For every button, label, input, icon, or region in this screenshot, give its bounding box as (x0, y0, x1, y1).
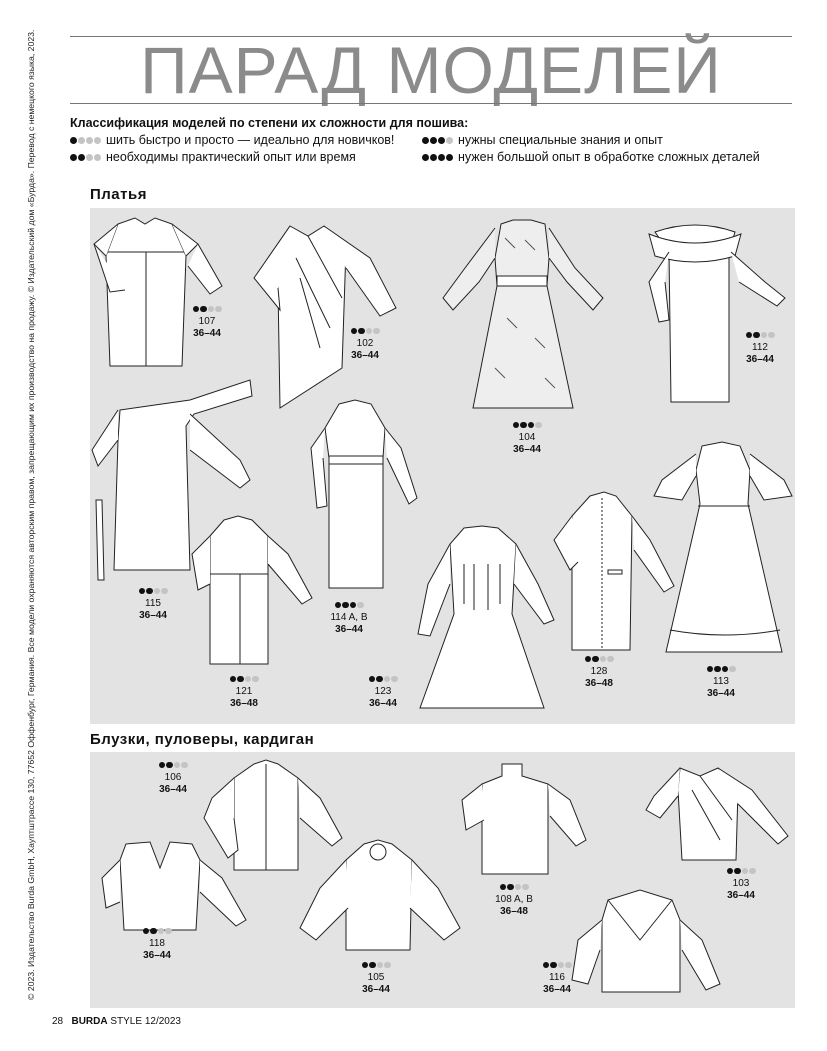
model-number: 115 (145, 598, 161, 609)
dress-107-sketch (90, 216, 230, 376)
model-number: 121 (235, 686, 253, 697)
empty-dot-icon (94, 137, 101, 144)
filled-dot-icon (369, 676, 376, 683)
empty-dot-icon (761, 332, 768, 339)
model-sizes: 36–44 (143, 950, 171, 961)
filled-dot-icon (430, 137, 437, 144)
empty-dot-icon (600, 656, 607, 663)
model-label-102 (330, 326, 400, 362)
page-footer (52, 1016, 181, 1027)
model-label-103 (706, 866, 776, 902)
empty-dot-icon (384, 676, 391, 683)
model-sizes: 36–44 (139, 610, 167, 621)
filled-dot-icon (592, 656, 599, 663)
empty-dot-icon (384, 962, 391, 969)
filled-dot-icon (376, 676, 383, 683)
model-sizes: 36–48 (500, 906, 528, 917)
model-label-114 (314, 600, 384, 636)
dress-114-sketch (305, 398, 425, 598)
difficulty-dots (727, 868, 756, 875)
top-103-sketch (642, 760, 794, 870)
empty-dot-icon (208, 306, 215, 313)
legend-text: шить быстро и просто — идеально для новичков! (106, 133, 395, 147)
empty-dot-icon (86, 154, 93, 161)
filled-dot-icon (146, 588, 153, 595)
pullover-108-sketch (456, 760, 606, 880)
model-sizes: 36–44 (159, 784, 187, 795)
cardigan-118-sketch (100, 838, 250, 938)
model-label-115 (118, 586, 188, 622)
empty-dot-icon (742, 868, 749, 875)
model-label-123 (348, 674, 418, 710)
filled-dot-icon (707, 666, 714, 673)
difficulty-dots (70, 154, 101, 161)
difficulty-dots (143, 928, 172, 935)
model-number: 116 (549, 972, 565, 983)
filled-dot-icon (430, 154, 437, 161)
filled-dot-icon (438, 154, 445, 161)
difficulty-dots (230, 676, 259, 683)
tops-panel (90, 752, 795, 1008)
model-label-107 (172, 304, 242, 340)
filled-dot-icon (362, 962, 369, 969)
page-title: ПАРАД МОДЕЛЕЙ (140, 33, 722, 107)
empty-dot-icon (558, 962, 565, 969)
dress-113-sketch (652, 440, 795, 660)
model-sizes: 36–44 (335, 624, 363, 635)
filled-dot-icon (513, 422, 520, 429)
difficulty-dots (369, 676, 398, 683)
filled-dot-icon (159, 762, 166, 769)
filled-dot-icon (139, 588, 146, 595)
title-rule-bottom (70, 103, 792, 104)
model-sizes: 36–44 (543, 984, 571, 995)
page-number: 28 (52, 1016, 64, 1027)
dress-104-sketch (435, 218, 615, 418)
empty-dot-icon (729, 666, 736, 673)
legend-text: необходимы практический опыт или время (106, 150, 356, 164)
difficulty-dots (351, 328, 380, 335)
empty-dot-icon (607, 656, 614, 663)
model-number: 113 (713, 676, 729, 687)
empty-dot-icon (181, 762, 188, 769)
model-sizes: 36–48 (585, 678, 613, 689)
model-number: 114 A, B (330, 612, 368, 623)
filled-dot-icon (422, 137, 429, 144)
empty-dot-icon (154, 588, 161, 595)
filled-dot-icon (166, 762, 173, 769)
empty-dot-icon (86, 137, 93, 144)
legend-item-1 (70, 133, 394, 147)
model-label-106 (138, 760, 208, 796)
filled-dot-icon (150, 928, 157, 935)
blouse-105-sketch (290, 838, 470, 958)
difficulty-dots (422, 137, 453, 144)
filled-dot-icon (746, 332, 753, 339)
model-label-128 (564, 654, 634, 690)
legend-text: нужны специальные знания и опыт (458, 133, 663, 147)
filled-dot-icon (342, 602, 349, 609)
filled-dot-icon (753, 332, 760, 339)
model-number: 128 (590, 666, 608, 677)
difficulty-dots (70, 137, 101, 144)
difficulty-dots (193, 306, 222, 313)
filled-dot-icon (358, 328, 365, 335)
model-sizes: 36–48 (230, 698, 258, 709)
section-heading-dresses: Платья (90, 186, 147, 203)
empty-dot-icon (174, 762, 181, 769)
empty-dot-icon (78, 137, 85, 144)
model-number: 104 (518, 432, 536, 443)
difficulty-dots (500, 884, 529, 891)
filled-dot-icon (193, 306, 200, 313)
filled-dot-icon (351, 328, 358, 335)
difficulty-dots (585, 656, 614, 663)
model-label-112 (725, 330, 795, 366)
difficulty-dots (139, 588, 168, 595)
model-label-104 (492, 420, 562, 456)
empty-dot-icon (535, 422, 542, 429)
model-number: 112 (752, 342, 768, 353)
model-sizes: 36–44 (362, 984, 390, 995)
model-sizes: 36–44 (351, 350, 379, 361)
empty-dot-icon (768, 332, 775, 339)
issue-label: STYLE 12/2023 (110, 1016, 181, 1027)
difficulty-dots (335, 602, 364, 609)
empty-dot-icon (565, 962, 572, 969)
model-number: 106 (164, 772, 182, 783)
filled-dot-icon (335, 602, 342, 609)
section-heading-tops: Блузки, пуловеры, кардиган (90, 731, 315, 748)
difficulty-dots (543, 962, 572, 969)
filled-dot-icon (507, 884, 514, 891)
filled-dot-icon (528, 422, 535, 429)
empty-dot-icon (515, 884, 522, 891)
legend-item-3 (422, 133, 663, 147)
model-number: 107 (198, 316, 216, 327)
model-sizes: 36–44 (707, 688, 735, 699)
empty-dot-icon (373, 328, 380, 335)
dress-102-sketch (250, 218, 400, 418)
difficulty-dots (362, 962, 391, 969)
filled-dot-icon (714, 666, 721, 673)
model-sizes: 36–44 (746, 354, 774, 365)
filled-dot-icon (520, 422, 527, 429)
difficulty-dots (422, 154, 453, 161)
filled-dot-icon (585, 656, 592, 663)
empty-dot-icon (94, 154, 101, 161)
model-sizes: 36–44 (513, 444, 541, 455)
empty-dot-icon (377, 962, 384, 969)
filled-dot-icon (422, 154, 429, 161)
empty-dot-icon (158, 928, 165, 935)
difficulty-dots (513, 422, 542, 429)
empty-dot-icon (366, 328, 373, 335)
filled-dot-icon (369, 962, 376, 969)
filled-dot-icon (200, 306, 207, 313)
empty-dot-icon (165, 928, 172, 935)
filled-dot-icon (230, 676, 237, 683)
model-label-113 (686, 664, 756, 700)
model-label-105 (341, 960, 411, 996)
model-number: 102 (356, 338, 374, 349)
filled-dot-icon (78, 154, 85, 161)
filled-dot-icon (350, 602, 357, 609)
model-label-118 (122, 926, 192, 962)
dress-112-sketch (635, 212, 795, 412)
filled-dot-icon (143, 928, 150, 935)
filled-dot-icon (70, 154, 77, 161)
empty-dot-icon (391, 676, 398, 683)
brand-name: BURDA (71, 1016, 108, 1027)
model-number: 123 (374, 686, 392, 697)
model-label-121 (209, 674, 279, 710)
model-number: 118 (149, 938, 165, 949)
filled-dot-icon (543, 962, 550, 969)
dresses-panel (90, 208, 795, 724)
filled-dot-icon (722, 666, 729, 673)
filled-dot-icon (438, 137, 445, 144)
difficulty-dots (159, 762, 188, 769)
model-sizes: 36–44 (727, 890, 755, 901)
empty-dot-icon (161, 588, 168, 595)
empty-dot-icon (522, 884, 529, 891)
filled-dot-icon (727, 868, 734, 875)
legend-item-4 (422, 150, 760, 164)
difficulty-dots (746, 332, 775, 339)
empty-dot-icon (749, 868, 756, 875)
model-number: 105 (367, 972, 385, 983)
difficulty-dots (707, 666, 736, 673)
model-number: 108 A, B (495, 894, 533, 905)
filled-dot-icon (500, 884, 507, 891)
model-label-108 (479, 882, 549, 918)
empty-dot-icon (252, 676, 259, 683)
legend-heading: Классификация моделей по степени их сложности для пошива: (70, 116, 469, 130)
empty-dot-icon (245, 676, 252, 683)
filled-dot-icon (237, 676, 244, 683)
filled-dot-icon (70, 137, 77, 144)
filled-dot-icon (734, 868, 741, 875)
empty-dot-icon (215, 306, 222, 313)
dress-121-sketch (188, 514, 318, 674)
filled-dot-icon (550, 962, 557, 969)
model-sizes: 36–44 (369, 698, 397, 709)
empty-dot-icon (357, 602, 364, 609)
model-number: 103 (732, 878, 750, 889)
model-label-116 (522, 960, 592, 996)
filled-dot-icon (446, 154, 453, 161)
empty-dot-icon (446, 137, 453, 144)
copyright-sidebar: © 2023. Издательство Burda GmbH, Хауптштрассе 130, 77652 Оффенбург, Германия. Все модели охраняются авторским правом, запрещающим их производство на продажу. © Издательский дом «Бурда». Перевод с немецкого языка, 2023. (26, 29, 36, 1000)
model-sizes: 36–44 (193, 328, 221, 339)
dress-123-sketch (408, 524, 558, 714)
legend-text: нужен большой опыт в обработке сложных деталей (458, 150, 760, 164)
legend-item-2 (70, 150, 356, 164)
